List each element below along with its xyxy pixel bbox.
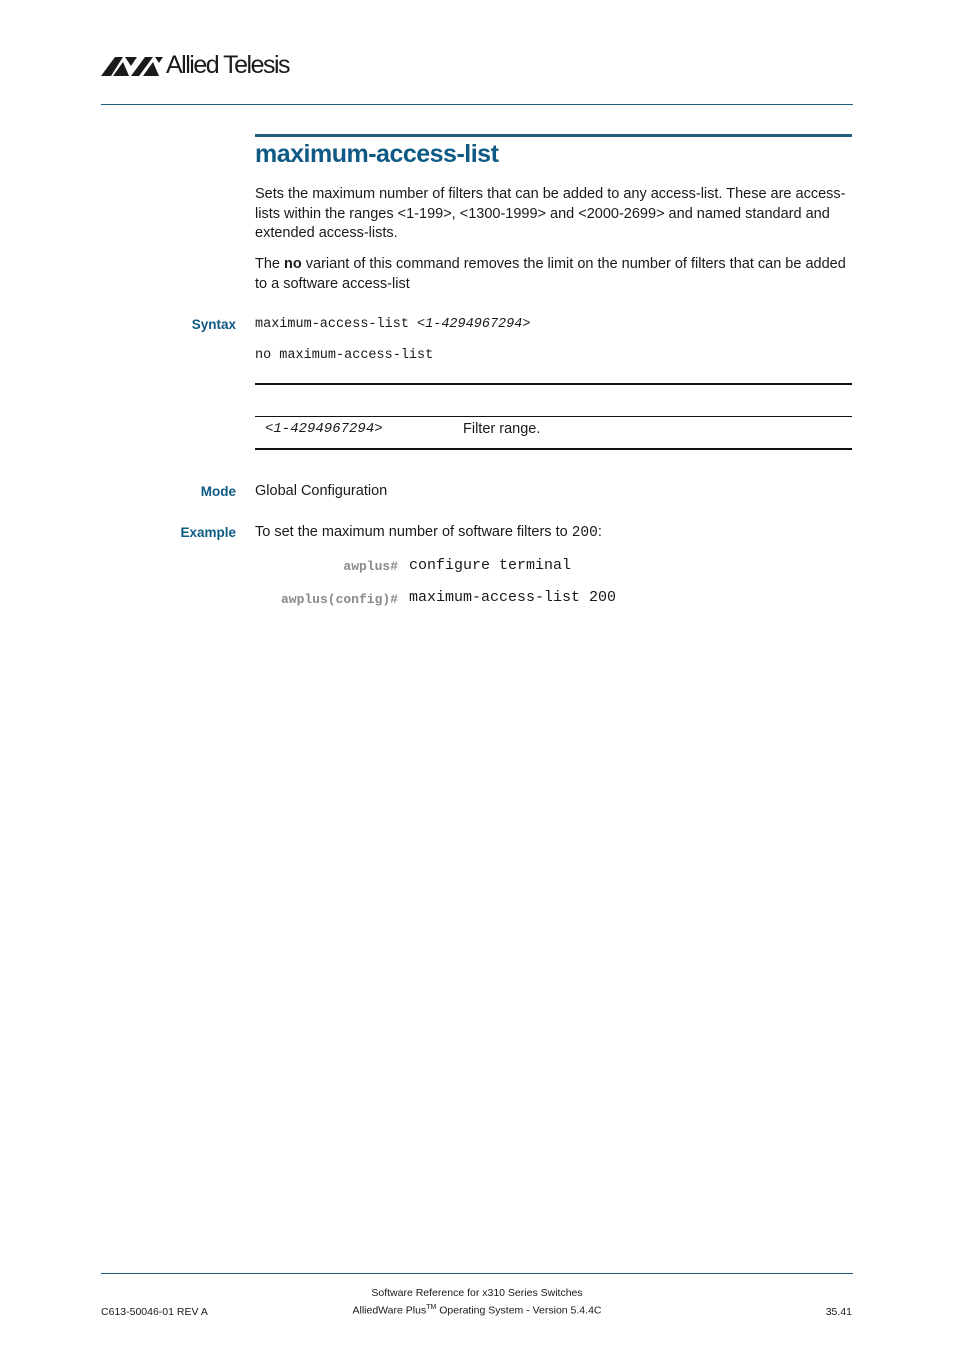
footer-title: Software Reference for x310 Series Switches [371, 1287, 583, 1299]
mode-value: Global Configuration [255, 483, 388, 499]
syntax-parameter: <1-4294967294> [417, 317, 531, 332]
logo-text: Allied Telesis [166, 51, 290, 79]
example-prompt-1: awplus# [343, 559, 398, 574]
title-rule [255, 134, 852, 137]
mode-label: Mode [200, 484, 236, 499]
allied-telesis-logo-icon [101, 54, 163, 76]
example-label: Example [180, 525, 236, 540]
company-logo [101, 50, 289, 80]
table-bottom-rule [255, 448, 852, 450]
footer-version: AlliedWare Plus™ Operating System - Version 5.4.4C [352, 1304, 602, 1317]
footer-rule [101, 1273, 853, 1274]
example-prompt-2: awplus(config)# [280, 592, 398, 607]
syntax-line-1: maximum-access-list <1-4294967294> [255, 317, 531, 332]
page-title: maximum-access-list [255, 140, 499, 168]
example-command-2: maximum-access-list 200 [409, 589, 617, 606]
syntax-label: Syntax [191, 317, 236, 332]
header-rule [101, 104, 853, 105]
description-paragraph-1: Sets the maximum number of filters that can be added to any access-list. These are access-lists within the ranges <1-199>, <1300-1999> and <2000-2699> and named standard and extended access-lists. [255, 186, 846, 241]
example-value: 200 [571, 525, 598, 541]
example-command-1: configure terminal [409, 557, 572, 574]
description-paragraph-2: The no variant of this command removes the limit on the number of filters that can be added to a software access-list [255, 256, 846, 292]
syntax-line-2: no maximum-access-list [255, 348, 434, 363]
no-keyword: no [284, 256, 302, 272]
table-cell-parameter: <1-4294967294> [265, 421, 383, 437]
footer-page-number: 35.41 [825, 1306, 852, 1318]
table-cell-description: Filter range. [463, 421, 541, 437]
footer-doc-id: C613-50046-01 REV A [101, 1306, 208, 1318]
example-description: To set the maximum number of software filters to 200: [255, 524, 602, 541]
table-header-rule [255, 416, 852, 417]
table-top-rule [255, 383, 852, 385]
